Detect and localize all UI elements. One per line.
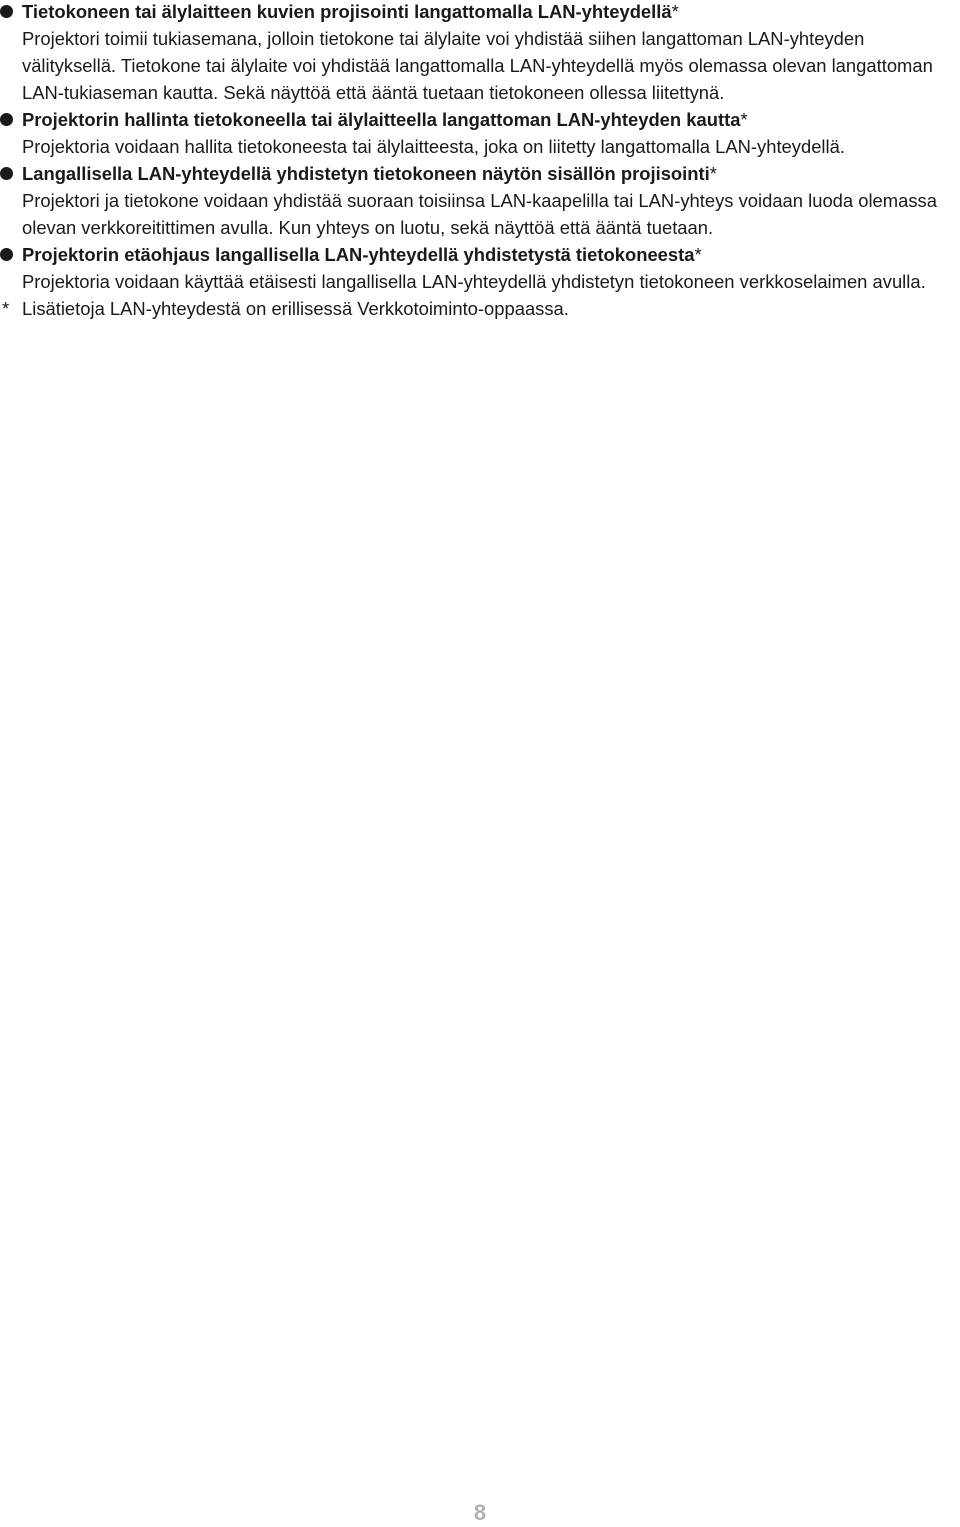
footnote <box>0 295 958 322</box>
bullet-icon <box>0 248 13 261</box>
document-body <box>0 0 958 322</box>
feature-description: Projektori toimii tukiasemana, jolloin tietokone tai älylaite voi yhdistää siihen langattoman LAN-yhteyden välityksellä. Tietokone tai älylaite voi yhdistää langattomalla LAN-yhteydellä myös olemassa olevan langattoman LAN-tukiaseman kautta. Sekä näyttöä että ääntä tuetaan tietokoneen ollessa liitettynä. <box>22 28 933 103</box>
feature-item-wireless-projection <box>0 0 958 106</box>
feature-description: Projektoria voidaan hallita tietokoneesta tai älylaitteesta, joka on liitetty langattomalla LAN-yhteydellä. <box>22 136 845 157</box>
asterisk-mark: * <box>709 163 717 184</box>
footnote-asterisk: * <box>2 298 10 319</box>
asterisk-mark: * <box>694 244 702 265</box>
asterisk-mark: * <box>671 1 679 22</box>
bullet-icon <box>0 5 13 18</box>
bullet-icon <box>0 113 13 126</box>
feature-item-wireless-control <box>0 106 958 160</box>
asterisk-mark: * <box>740 109 748 130</box>
feature-item-wired-remote-control <box>0 241 958 295</box>
feature-description: Projektori ja tietokone voidaan yhdistää suoraan toisiinsa LAN-kaapelilla tai LAN-yhteys voidaan luoda olemassa olevan verkkoreitittimen avulla. Kun yhteys on luotu, sekä näyttöä että ääntä tuetaan. <box>22 190 937 238</box>
feature-description: Projektoria voidaan käyttää etäisesti langallisella LAN-yhteydellä yhdistetyn tietokoneen verkkoselaimen avulla. <box>22 271 926 292</box>
page-number: 8 <box>473 1500 487 1525</box>
feature-heading: Langallisella LAN-yhteydellä yhdistetyn tietokoneen näytön sisällön projisointi* <box>22 163 717 184</box>
feature-heading: Tietokoneen tai älylaitteen kuvien projisointi langattomalla LAN-yhteydellä* <box>22 1 679 22</box>
feature-heading: Projektorin etäohjaus langallisella LAN-yhteydellä yhdistetystä tietokoneesta* <box>22 244 702 265</box>
footnote-text: Lisätietoja LAN-yhteydestä on erillisessä Verkkotoiminto-oppaassa. <box>22 298 569 319</box>
bullet-icon <box>0 167 13 180</box>
feature-heading: Projektorin hallinta tietokoneella tai älylaitteella langattoman LAN-yhteyden kautta* <box>22 109 748 130</box>
feature-item-wired-projection <box>0 160 958 241</box>
